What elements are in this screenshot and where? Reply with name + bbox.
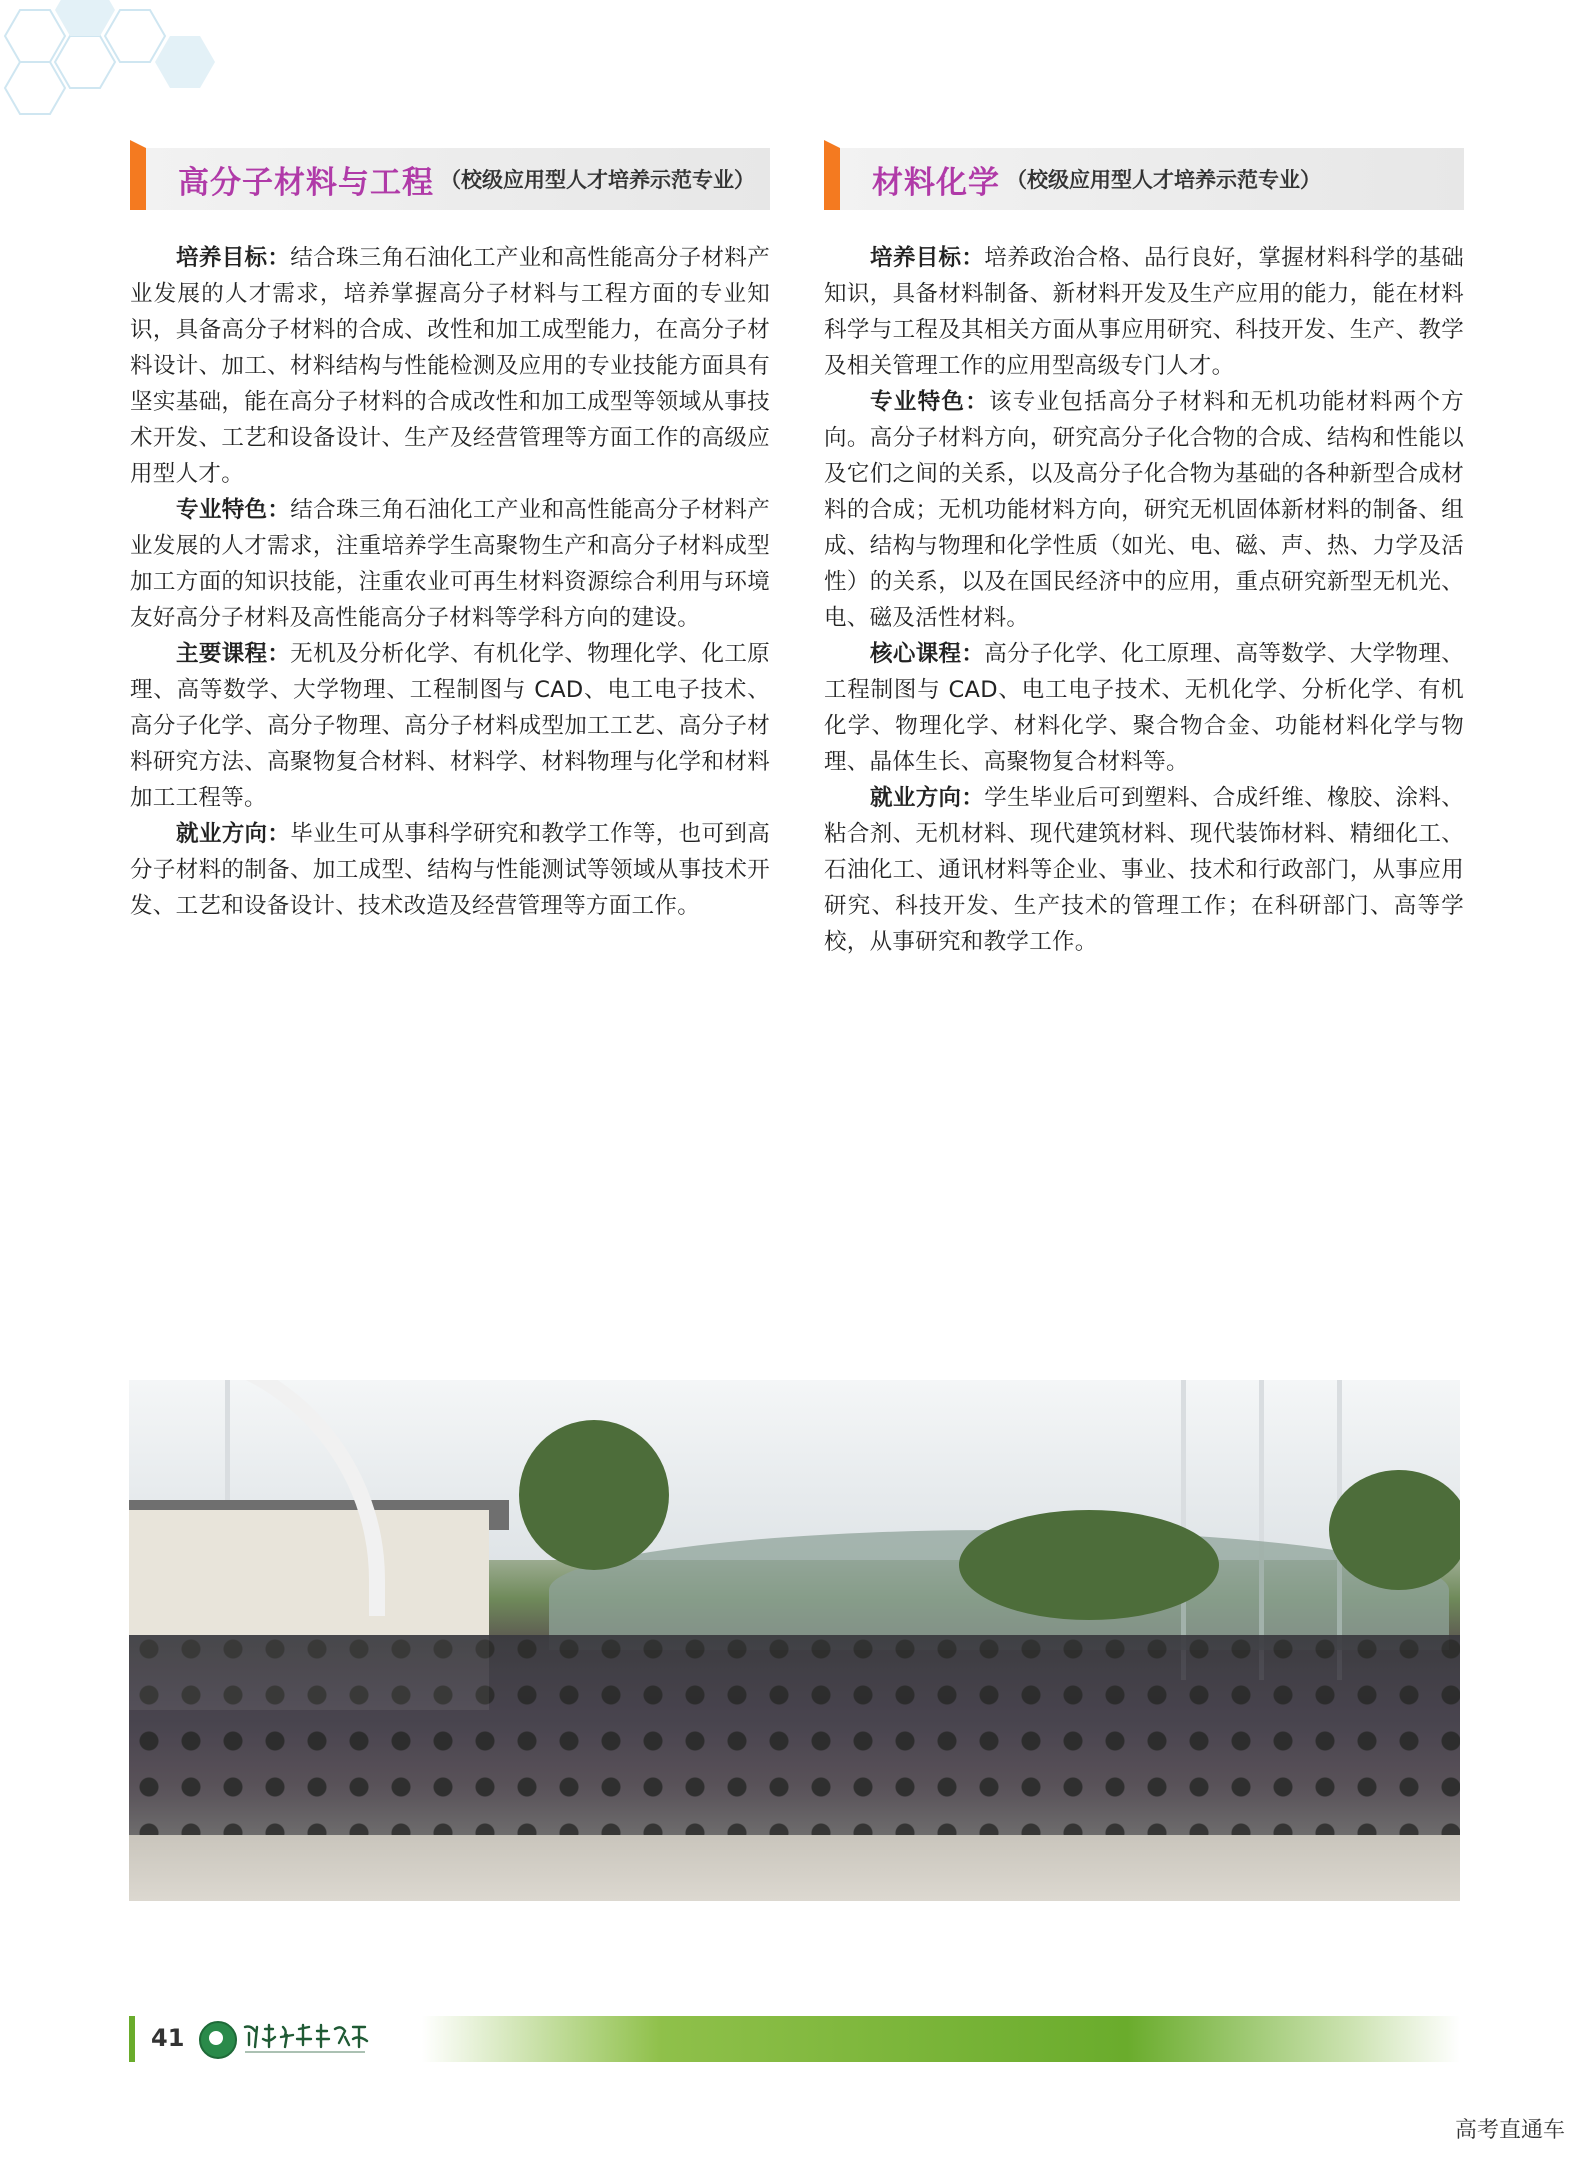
section-label: 专业特色： [870,389,989,415]
page-footer [129,2016,1460,2062]
university-logo [241,2021,371,2055]
section-text: 学生毕业后可到塑料、合成纤维、橡胶、涂料、粘合剂、无机材料、现代建筑材料、现代装饰材料、精细化工、石油化工、通讯材料等企业、事业、技术和行政部门，从事应用研究、科技开发、生产技术的管理工作；在科研部门、高等学校，从事研究和教学工作。 [824,785,1464,955]
section-paragraph [130,240,770,492]
section-paragraph [130,816,770,924]
section-label: 核心课程： [870,641,985,667]
section-text: 该专业包括高分子材料和无机功能材料两个方向。高分子材料方向，研究高分子化合物的合成、结构和性能以及它们之间的关系，以及高分子化合物为基础的各种新型合成材料的合成；无机功能材料方向，研究无机固体新材料的制备、组成、结构与物理和化学性质（如光、电、磁、声、热、力学及活性）的关系，以及在国民经济中的应用，重点研究新型无机光、电、磁及活性材料。 [824,389,1464,631]
section-label: 专业特色： [176,497,291,523]
section-label: 就业方向： [176,821,291,847]
section-label: 培养目标： [870,245,985,271]
photo-ground [129,1835,1460,1901]
hexagon-decoration [0,0,260,140]
major-subtitle: （校级应用型人才培养示范专业） [1006,168,1321,192]
group-photo [129,1380,1460,1901]
page-number: 41 [151,2024,185,2052]
major-title: 材料化学 [872,164,1000,201]
watermark: 高考直通车 [1454,2118,1565,2143]
university-emblem-icon [199,2021,237,2059]
palm-tree [519,1420,669,1570]
section-paragraph [824,384,1464,636]
section-text: 结合珠三角石油化工产业和高性能高分子材料产业发展的人才需求，注重培养学生高聚物生产和高分子材料成型加工方面的知识技能，注重农业可再生材料资源综合利用与环境友好高分子材料及高性能高分子材料等学科方向的建设。 [130,497,770,631]
right-section-header [824,148,1464,210]
major-title: 高分子材料与工程 [178,164,434,201]
section-text: 毕业生可从事科学研究和教学工作等，也可到高分子材料的制备、加工成型、结构与性能测试等领域从事技术开发、工艺和设备设计、技术改造及经营管理等方面工作。 [130,821,770,919]
section-paragraph [824,780,1464,960]
section-text: 高分子化学、化工原理、高等数学、大学物理、工程制图与 CAD、电工电子技术、无机化学、分析化学、有机化学、物理化学、材料化学、聚合物合金、功能材料化学与物理、晶体生长、高聚物复合材料等。 [824,641,1464,775]
section-text: 结合珠三角石油化工产业和高性能高分子材料产业发展的人才需求，培养掌握高分子材料与工程方面的专业知识，具备高分子材料的合成、改性和加工成型能力，在高分子材料设计、加工、材料结构与性能检测及应用的专业技能方面具有坚实基础，能在高分子材料的合成改性和加工成型等领域从事技术开发、工艺和设备设计、生产及经营管理等方面工作的高级应用型人才。 [130,245,770,487]
palm-tree [1329,1470,1460,1590]
section-paragraph [824,636,1464,780]
major-subtitle: （校级应用型人才培养示范专业） [440,168,755,192]
tree [959,1510,1219,1620]
section-text: 无机及分析化学、有机化学、物理化学、化工原理、高等数学、大学物理、工程制图与 CAD、电工电子技术、高分子化学、高分子物理、高分子材料成型加工工艺、高分子材料研究方法、高聚物复合材料、材料学、材料物理与化学和材料加工工程等。 [130,641,770,811]
section-paragraph [824,240,1464,384]
header-accent-bar [130,148,146,210]
section-paragraph [130,636,770,816]
section-label: 就业方向： [870,785,985,811]
section-label: 主要课程： [176,641,291,667]
header-accent-bar [824,148,840,210]
right-column [824,148,1464,960]
section-label: 培养目标： [176,245,291,271]
section-paragraph [130,492,770,636]
student-group [129,1635,1460,1845]
footer-accent-bar [129,2016,135,2062]
left-section-header [130,148,770,210]
section-text: 培养政治合格、品行良好，掌握材料科学的基础知识，具备材料制备、新材料开发及生产应用的能力，能在材料科学与工程及其相关方面从事应用研究、科技开发、生产、教学及相关管理工作的应用型高级专门人才。 [824,245,1464,379]
left-column [130,148,770,924]
